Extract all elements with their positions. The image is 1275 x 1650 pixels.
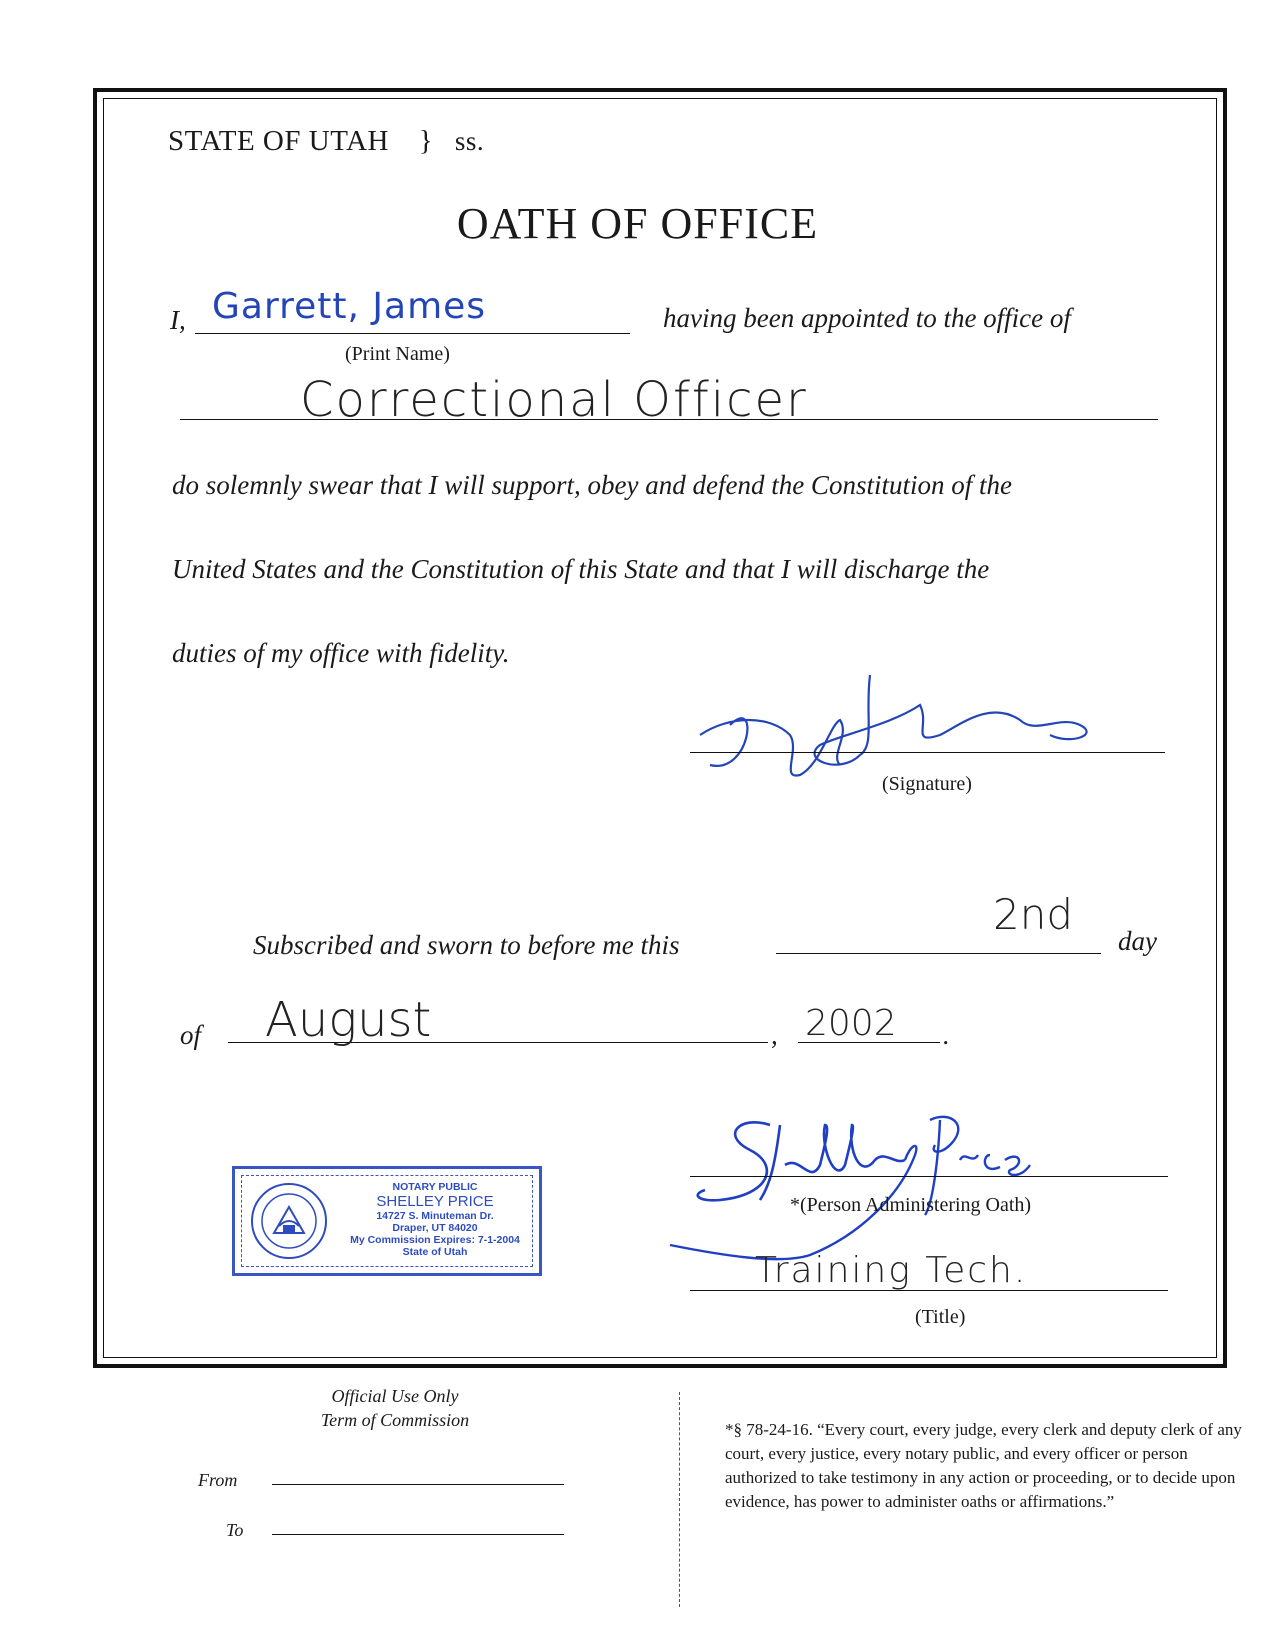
day-value: 2nd bbox=[993, 890, 1074, 939]
oath-line-2: United States and the Constitution of this State and that I will discharge the bbox=[172, 554, 990, 584]
appointed-text: having been appointed to the office of bbox=[663, 303, 1071, 333]
official-use-line-2: Term of Commission bbox=[320, 1410, 470, 1430]
brace: } bbox=[418, 125, 434, 157]
day-label: day bbox=[1118, 926, 1157, 956]
office-value: Correctional Officer bbox=[300, 372, 808, 428]
administrator-line bbox=[690, 1176, 1168, 1177]
print-name-caption: (Print Name) bbox=[345, 343, 450, 365]
state-seal-icon bbox=[249, 1181, 329, 1261]
month-value: August bbox=[265, 992, 432, 1048]
ss-label: ss. bbox=[454, 126, 485, 156]
signature-caption: (Signature) bbox=[882, 773, 972, 795]
year-period: . bbox=[943, 1020, 950, 1050]
to-label: To bbox=[226, 1520, 244, 1540]
title-value: Training Tech. bbox=[755, 1250, 1028, 1291]
day-line bbox=[776, 953, 1101, 954]
title-caption: (Title) bbox=[915, 1306, 966, 1328]
vertical-divider bbox=[679, 1392, 680, 1607]
oath-prefix: I, bbox=[170, 305, 186, 335]
stamp-text bbox=[335, 1181, 535, 1258]
of-label: of bbox=[180, 1020, 202, 1050]
administrator-caption: *(Person Administering Oath) bbox=[790, 1194, 1032, 1216]
year-value: 2002 bbox=[805, 1003, 897, 1044]
stamp-notary-name: SHELLEY PRICE bbox=[376, 1193, 494, 1210]
statute-text: *§ 78-24-16. “Every court, every judge, every clerk and deputy clerk of any court, every justice, every notary public, and every officer or person authorized to take testimony in any action or proceeding, or to decide upon evidence, has power to administer oaths or affirmations.” bbox=[725, 1420, 1242, 1511]
print-name-line bbox=[195, 333, 630, 334]
document-title: OATH OF OFFICE bbox=[456, 199, 819, 248]
to-line bbox=[272, 1534, 564, 1535]
stamp-commission: My Commission Expires: 7-1-2004 bbox=[350, 1234, 520, 1246]
stamp-state: State of Utah bbox=[402, 1246, 468, 1258]
oath-line-1: do solemnly swear that I will support, obey and defend the Constitution of the bbox=[172, 470, 1012, 500]
subscribed-text: Subscribed and sworn to before me this bbox=[253, 930, 680, 960]
month-comma: , bbox=[771, 1020, 778, 1050]
administrator-signature bbox=[660, 1105, 1080, 1265]
official-use-heading bbox=[260, 1386, 530, 1431]
from-label: From bbox=[198, 1470, 238, 1490]
notary-stamp bbox=[232, 1166, 542, 1276]
stamp-address-2: Draper, UT 84020 bbox=[392, 1222, 478, 1234]
from-line bbox=[272, 1484, 564, 1485]
stamp-address-1: 14727 S. Minuteman Dr. bbox=[376, 1210, 494, 1222]
official-use-line-1: Official Use Only bbox=[331, 1386, 459, 1406]
oath-line-3: duties of my office with fidelity. bbox=[172, 638, 510, 668]
state-name: STATE OF UTAH bbox=[168, 125, 389, 157]
stamp-title: NOTARY PUBLIC bbox=[392, 1181, 478, 1193]
signature-line bbox=[690, 752, 1165, 753]
state-heading bbox=[168, 125, 484, 158]
print-name-value: Garrett, James bbox=[212, 286, 487, 327]
